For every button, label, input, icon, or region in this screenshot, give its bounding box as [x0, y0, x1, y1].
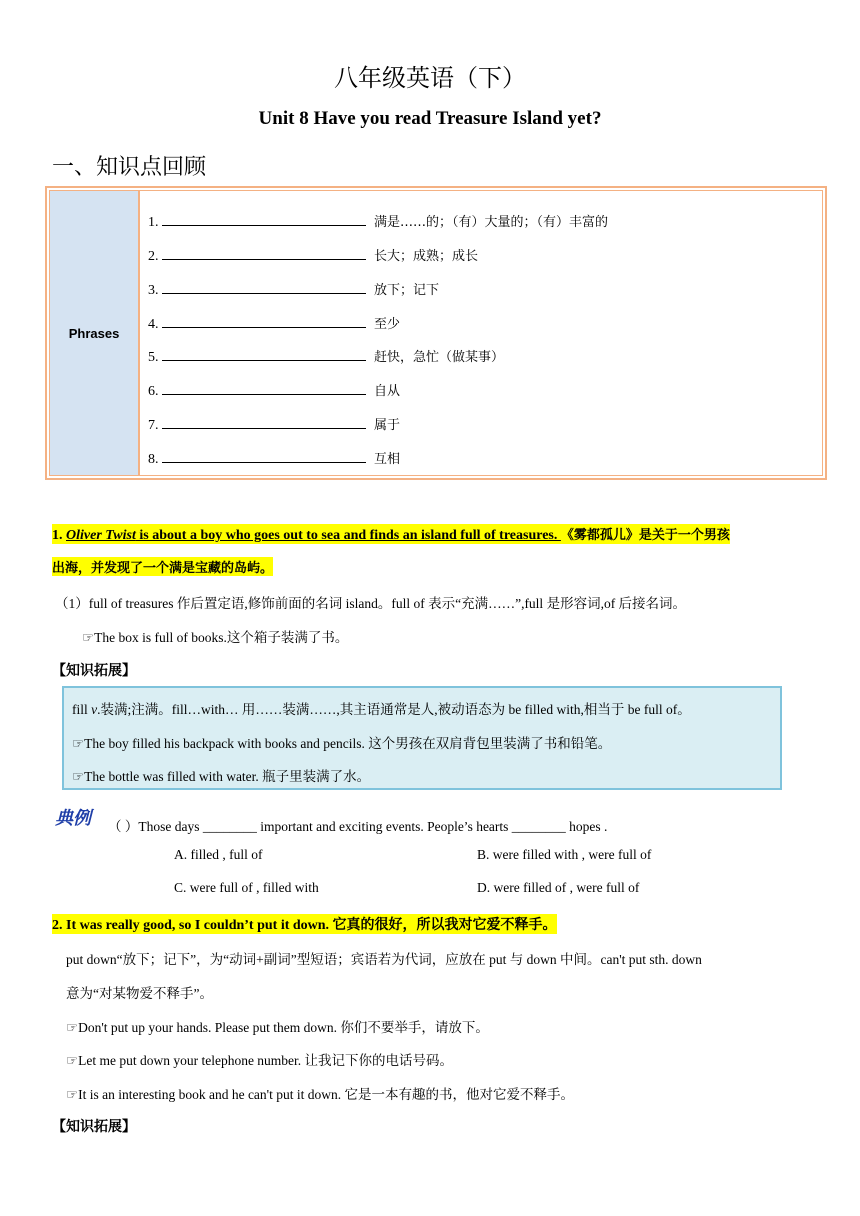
- answer-blank[interactable]: [162, 448, 366, 463]
- knowledge-extension-label-2: 【知识拓展】: [52, 1119, 136, 1135]
- answer-blank[interactable]: [162, 346, 366, 361]
- phrase-row: 8. 互相: [148, 448, 400, 468]
- phrase-row: 5. 赶快，急忙（做某事）: [148, 346, 504, 366]
- ext-line-3: ☞The bottle was filled with water. 瓶子里装满了水。: [72, 769, 371, 784]
- example-stamp-icon: [54, 805, 96, 829]
- point1-note: （1）full of treasures 作后置定语,修饰前面的名词 island。full of 表示“充满……”,full 是形容词,of 后接名词。: [55, 596, 687, 611]
- phrase-row: 2. 长大；成熟；成长: [148, 245, 478, 265]
- point1-heading: 1. Oliver Twist is about a boy who goes out to sea and finds an island full of treasures. 《雾都孤儿》是关于一个男孩: [52, 524, 730, 544]
- option-b[interactable]: B. were filled with , were full of: [477, 847, 652, 862]
- answer-blank[interactable]: [162, 313, 366, 328]
- phrase-row: 4. 至少: [148, 313, 400, 333]
- unit-subtitle: Unit 8 Have you read Treasure Island yet?: [258, 108, 602, 129]
- answer-blank[interactable]: [162, 380, 366, 395]
- stamp-text: 典例: [55, 808, 91, 829]
- knowledge-extension-label: 【知识拓展】: [52, 663, 136, 679]
- answer-blank[interactable]: [162, 279, 366, 294]
- option-c[interactable]: C. were full of , filled with: [174, 880, 319, 895]
- phrase-row: 3. 放下；记下: [148, 279, 439, 299]
- phrases-table: [45, 186, 827, 480]
- point2-note-1: put down“放下；记下”，为“动词+副词”型短语；宾语若为代词，应放在 put 与 down 中间。can't put sth. down: [66, 952, 702, 967]
- phrases-label: Phrases: [50, 191, 140, 475]
- point2-note-2: 意为“对某物爱不释手”。: [66, 986, 213, 1001]
- point2-example-1: ☞Don't put up your hands. Please put them down. 你们不要举手，请放下。: [66, 1020, 489, 1035]
- answer-blank[interactable]: [162, 245, 366, 260]
- option-d[interactable]: D. were filled of , were full of: [477, 880, 640, 895]
- point1-example: ☞The box is full of books.这个箱子装满了书。: [82, 630, 349, 645]
- answer-blank[interactable]: [162, 211, 366, 226]
- option-a[interactable]: A. filled , full of: [174, 847, 263, 862]
- answer-blank[interactable]: [162, 414, 366, 429]
- phrase-row: 1. 满是……的；（有）大量的；（有）丰富的: [148, 211, 608, 231]
- section-heading: 一、知识点回顾: [52, 155, 207, 180]
- phrase-row: 6. 自从: [148, 380, 400, 400]
- page-title: 八年级英语（下）: [334, 64, 526, 92]
- point2-example-2: ☞Let me put down your telephone number. 让我记下你的电话号码。: [66, 1053, 454, 1068]
- exercise-question: （ ）Those days ________ important and exciting events. People’s hearts ________ hopes .: [108, 819, 608, 834]
- point2-heading: 2. It was really good, so I couldn’t put it down. 它真的很好，所以我对它爱不释手。: [52, 914, 557, 934]
- point1-heading-cont: 出海，并发现了一个满是宝藏的岛屿。: [52, 557, 273, 576]
- ext-line-2: ☞The boy filled his backpack with books and pencils. 这个男孩在双肩背包里装满了书和铅笔。: [72, 736, 612, 751]
- ext-line-1: fill v.装满;注满。fill…with… 用……装满……,其主语通常是人,被动语态为 be filled with,相当于 be full of。: [72, 702, 691, 717]
- extension-box: [62, 686, 782, 790]
- phrase-row: 7. 属于: [148, 414, 400, 434]
- point2-example-3: ☞It is an interesting book and he can't put it down. 它是一本有趣的书，他对它爱不释手。: [66, 1087, 574, 1102]
